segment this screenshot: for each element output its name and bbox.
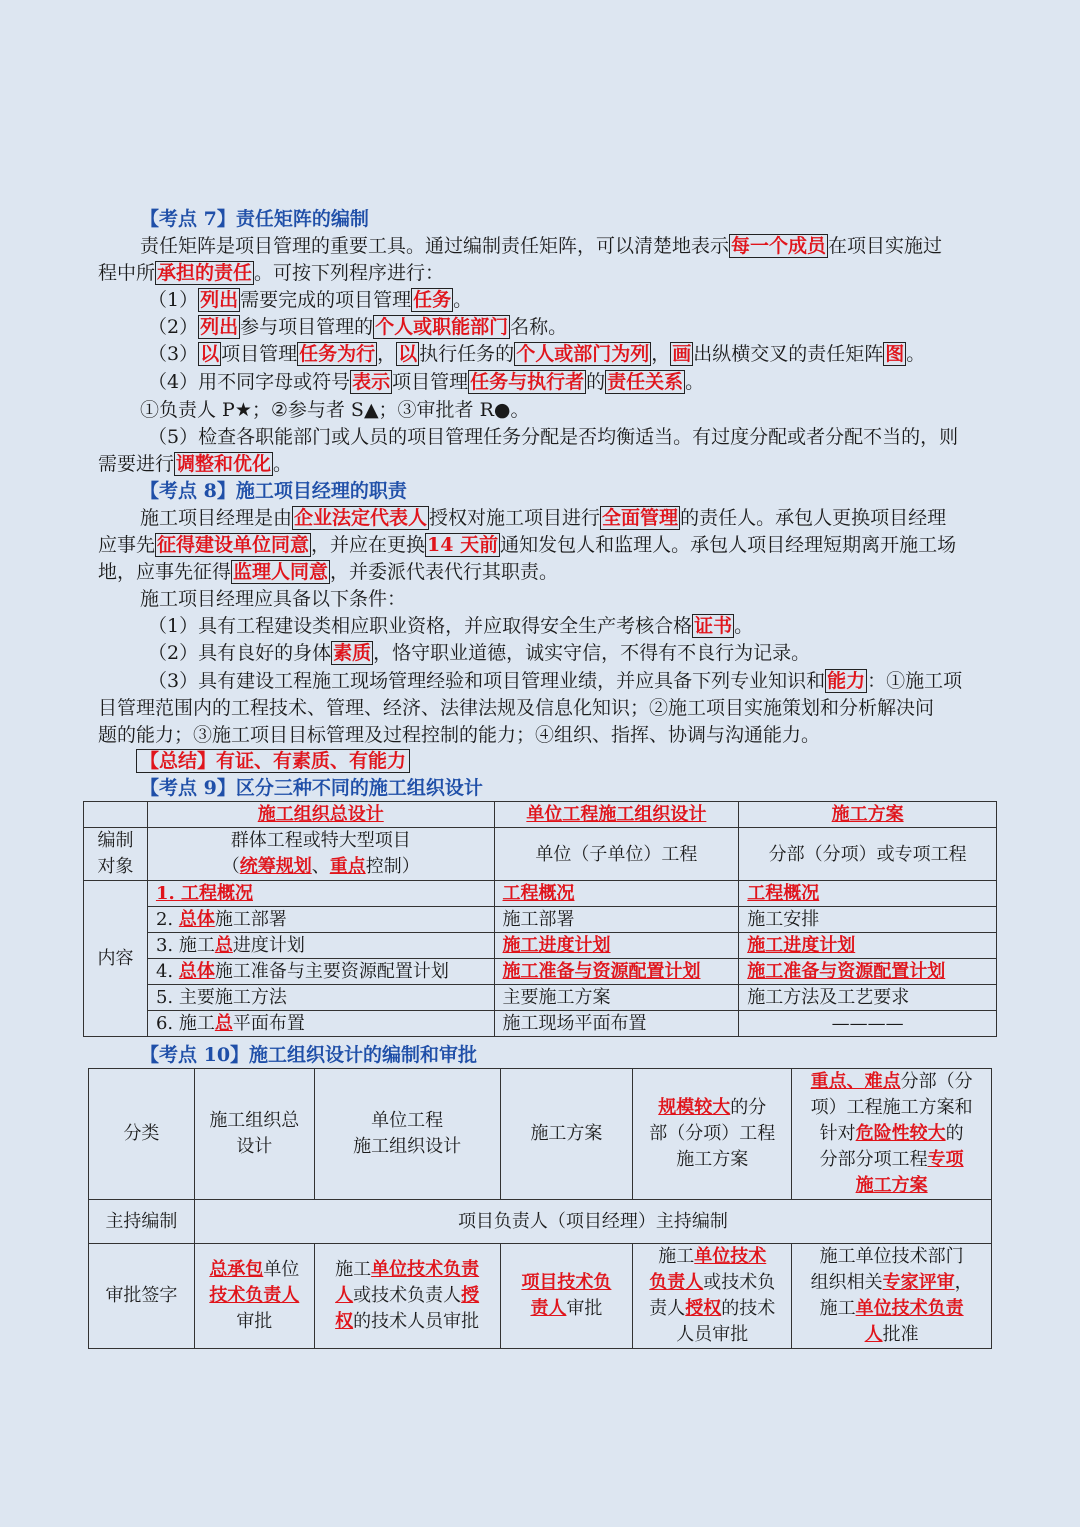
kp8-summary: 【总结】有证、有素质、有能力 — [136, 748, 410, 775]
table-row-object — [84, 828, 997, 881]
kp8-paragraph-2: 应事先 征得建设单位同意 ，并应在更换 14 天前 通知发包人和监理人。承包人项目经理短期离开施工场 — [98, 534, 957, 556]
preparation-label: 主持编制 — [89, 1200, 195, 1244]
table-row-preparation — [89, 1200, 992, 1244]
kp8-paragraph-1: 施工项目经理是由 企业法定代表人 授权对施工项目进行 全面管理 的责任人。承包人更换项目经理 — [140, 507, 947, 529]
kp7-step-3: （3） 以 项目管理 任务为行 ， 以 执行任务的 个人或部门为列 ， 画 出纵横交叉的责任矩阵 图 。 — [148, 343, 926, 365]
kp8-conditions-intro: 施工项目经理应具备以下条件： — [140, 588, 407, 610]
kp7-step-2: （2） 列出 参与项目管理的 个人或职能部门 名称。 — [148, 316, 568, 338]
object-label: 编制 对象 — [84, 828, 148, 881]
table-row: 4. 总体施工准备与主要资源配置计划 施工准备与资源配置计划 施工准备与资源配置计划 — [84, 959, 997, 985]
category-label: 分类 — [89, 1069, 195, 1200]
kp8-condition-2: （2）具有良好的身体 素质 ，恪守职业道德，诚实守信，不得有不良行为记录。 — [148, 642, 811, 664]
table-row-category: 分类 施工组织总 设计 单位工程 施工组织设计 施工方案 规模较大的分 部（分项）工程 施工方案 重点、难点分部（分 项）工程施工方案和 针对危险性较大的 分部分项工程专项 施工方案 — [89, 1069, 992, 1200]
preparation-value: 项目负责人（项目经理）主持编制 — [194, 1200, 991, 1244]
header-master-design: 施工组织总设计 — [257, 804, 384, 825]
kp10-approval-table — [88, 1068, 992, 1349]
kp8-condition-3: （3）具有建设工程施工现场管理经验和项目管理业绩，并应具备下列专业知识和 能力 ：①施工项 — [148, 670, 963, 692]
kp7-paragraph-1: 责任矩阵是项目管理的重要工具。通过编制责任矩阵，可以清楚地表示 每一个成员 在项目实施过 — [140, 235, 943, 257]
object-plan: 分部（分项）或专项工程 — [739, 828, 997, 881]
kp7-step-5-cont: 需要进行 调整和优化 。 — [98, 453, 293, 475]
table-header-row — [84, 802, 997, 828]
approval-label: 审批签字 — [89, 1244, 195, 1349]
header-unit-design: 单位工程施工组织设计 — [526, 804, 707, 825]
kp7-title: 【考点 7】责任矩阵的编制 — [140, 208, 369, 230]
table-row: 5. 主要施工方法 主要施工方案 施工方法及工艺要求 — [84, 985, 997, 1011]
kp8-condition-1: （1）具有工程建设类相应职业资格，并应取得安全生产考核合格 证书 。 — [148, 615, 754, 637]
kp7-step-5: （5）检查各职能部门或人员的项目管理任务分配是否均衡适当。有过度分配或者分配不当的，则 — [148, 426, 959, 448]
kp7-paragraph-2: 程中所 承担的责任 。可按下列程序进行： — [98, 262, 445, 284]
object-unit: 单位（子单位）工程 — [494, 828, 739, 881]
kp9-comparison-table — [83, 801, 997, 1037]
kp10-title: 【考点 10】施工组织设计的编制和审批 — [140, 1044, 478, 1066]
kp7-step-4-symbols: ①负责人 P★；②参与者 S▲；③审批者 R●。 — [140, 399, 530, 421]
kp8-title: 【考点 8】施工项目经理的职责 — [140, 480, 407, 502]
content-label: 内容 — [84, 881, 148, 1037]
table-row: 2. 总体施工部署 施工部署 施工安排 — [84, 907, 997, 933]
table-row-approval: 审批签字 总承包单位 技术负责人 审批 施工单位技术负责 人或技术负责人授 权的技术人员审批 项目技术负 责人审批 施工单位技术 负责人或技术负 责人授权的技术 人员审批 施工单位技术部门 组织相关专家评审， 施工单位技术负责 人批准 — [89, 1244, 992, 1349]
header-construction-plan: 施工方案 — [831, 804, 904, 825]
table-row: 内容 1. 工程概况 工程概况 工程概况 — [84, 881, 997, 907]
table-row: 3. 施工总进度计划 施工进度计划 施工进度计划 — [84, 933, 997, 959]
table-row: 6. 施工总平面布置 施工现场平面布置 ———— — [84, 1011, 997, 1037]
kp8-paragraph-3: 地，应事先征得 监理人同意 ，并委派代表代行其职责。 — [98, 561, 559, 583]
kp8-condition-3-cont-2: 题的能力；③施工项目目标管理及过程控制的能力；④组织、指挥、协调与沟通能力。 — [98, 724, 821, 746]
kp7-step-1: （1） 列出 需要完成的项目管理 任务 。 — [148, 289, 473, 311]
kp7-step-4: （4）用不同字母或符号 表示 项目管理 任务与执行者 的 责任关系 。 — [148, 371, 705, 393]
kp8-condition-3-cont-1: 目管理范围内的工程技术、管理、经济、法律法规及信息化知识；②施工项目实施策划和分析解决问 — [98, 697, 935, 719]
object-master: 群体工程或特大型项目 （统筹规划、重点控制） — [147, 828, 494, 881]
kp9-title: 【考点 9】区分三种不同的施工组织设计 — [140, 777, 483, 799]
